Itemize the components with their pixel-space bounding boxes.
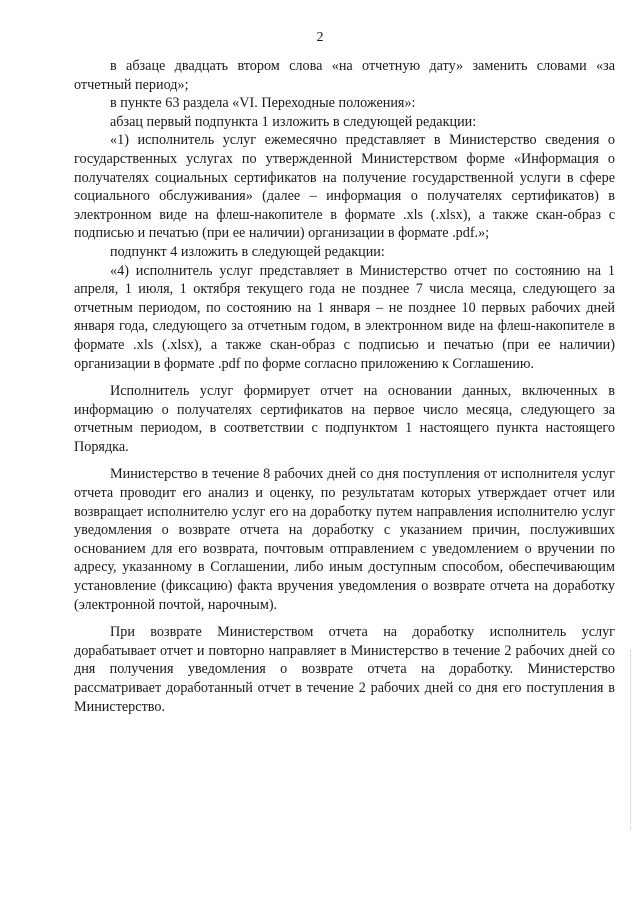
paragraph-7: Исполнитель услуг формирует отчет на основании данных, включенных в информацию о получателях сертификатов на первое число месяца, следующего за отчетным периодом, в соответствии с подпунктом 1 настоящего пункта настоящего Порядка. (74, 383, 615, 455)
paragraph-3: абзац первый подпункта 1 изложить в следующей редакции: (110, 113, 477, 130)
paragraph-1: в абзаце двадцать втором слова «на отчетную дату» заменить словами «за отчетный период»; (74, 58, 615, 93)
page-number: 2 (316, 30, 324, 45)
paragraph-8: Министерство в течение 8 рабочих дней со дня поступления от исполнителя услуг отчета проводит его анализ и оценку, по результатам которых утверждает отчет или возвращает исполнителю услуг его на доработку путем направления исполнителю услуг уведомления о возврате отчета на доработку с указанием причин, послуживших основанием для его возврата, почтовым отправлением с уведомлением о вручении по адресу, указанному в Соглашении, либо иным доступным способом, обеспечивающим установление (фиксацию) факта вручения уведомления о возврате отчета на доработку (электронной почтой, нарочным). (74, 466, 615, 613)
scan-edge-mark (630, 650, 632, 830)
paragraph-9: При возврате Министерством отчета на доработку исполнитель услуг дорабатывает отчет и повторно направляет в Министерство в течение 2 рабочих дней со дня получения уведомления о возврате отчета на доработку. Министерство рассматривает доработанный отчет в течение 2 рабочих дней со дня его поступления в Министерство. (74, 624, 615, 715)
paragraph-5: подпункт 4 изложить в следующей редакции: (110, 243, 385, 260)
paragraph-4: «1) исполнитель услуг ежемесячно представляет в Министерство сведения о государственных услугах по утвержденной Министерством форме «Информация о получателях социальных сертификатов на получение государственной услуги в сфере социального обслуживания» (далее – информация о получателях сертификатов) в электронном виде на флеш-накопителе в формате .xls (.xlsx), а также скан-образ с подписью и печатью (при ее наличии) организации в формате .pdf.»; (74, 132, 615, 242)
paragraph-6: «4) исполнитель услуг представляет в Министерство отчет по состоянию на 1 апреля, 1 июля, 1 октября текущего года не позднее 7 числа месяца, следующего за отчетным периодом, по состоянию на 1 января – не позднее 10 первых рабочих дней января года, следующего за отчетным годом, в электронном виде на флеш-накопителе в формате .xls (.xlsx), а также скан-образ с подписью и печатью (при ее наличии) организации в формате .pdf по форме согласно приложению к Соглашению. (74, 262, 615, 372)
document-body (74, 57, 615, 716)
paragraph-2: в пункте 63 раздела «VI. Переходные положения»: (110, 95, 416, 112)
